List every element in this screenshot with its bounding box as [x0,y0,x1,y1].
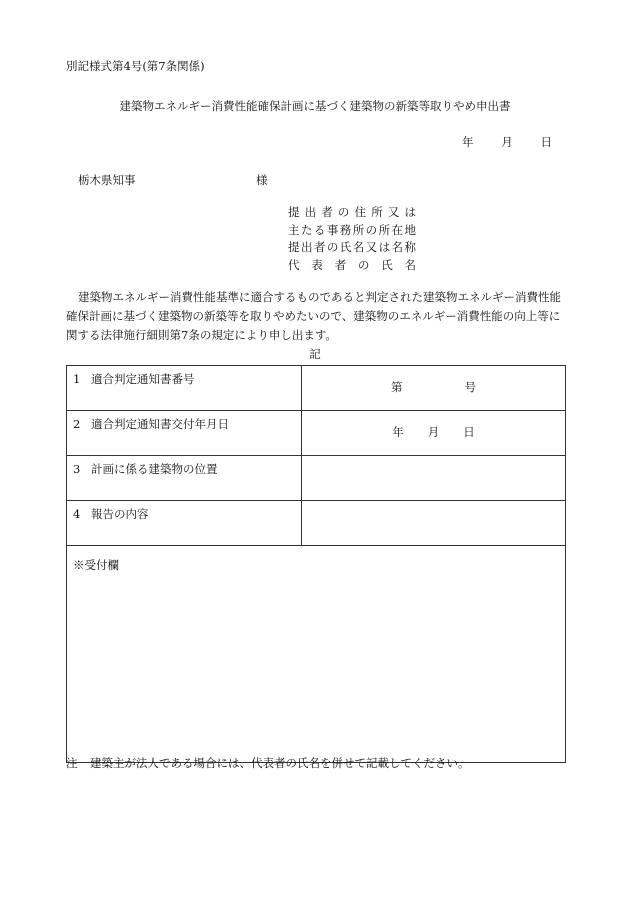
item-text: 報告の内容 [91,507,149,521]
item-label [67,501,302,546]
addressee-honorific: 様 [256,173,268,187]
table-row [67,411,566,456]
note-text: 建築主が法人である場合には、代表者の氏名を併せて記載してください。 [90,756,470,770]
issue-date-day: 日 [463,425,475,440]
item-label [67,411,302,456]
item-text: 適合判定通知書番号 [91,372,195,386]
item-number: 1 [73,372,81,386]
applicant-office-label: 主たる事務所の所在地 [288,222,416,237]
table-row [67,366,566,411]
item-label [67,366,302,411]
item-text: 計画に係る建築物の位置 [91,462,218,476]
building-location-field[interactable] [302,456,566,501]
submission-date [462,134,552,151]
issue-date-field[interactable] [302,411,566,456]
item-number: 2 [73,417,81,431]
report-content-field[interactable] [302,501,566,546]
applicant-block [288,204,416,274]
issue-date-month: 月 [427,425,440,440]
date-year: 年 [462,135,474,149]
notice-number-prefix: 第 [391,380,403,395]
body-paragraph: 建築物エネルギー消費性能基準に適合するものであると判定された建築物エネルギー消費性能確保計画に基づく建築物の新築等を取りやめたいので、建築物のエネルギー消費性能の向上等に関する法律施行細則第7条の規定により申し出ます。 [66,290,561,342]
table-row [67,546,566,763]
table-row [67,456,566,501]
details-table [66,365,566,763]
applicant-address-label: 提出者の住所又は [288,205,416,219]
notice-number-field[interactable] [302,366,566,411]
note-mark: 注 [66,756,78,770]
footnote [66,755,470,772]
addressee-name: 栃木県知事 [78,173,136,187]
receipt-area [67,546,566,763]
receipt-label: ※受付欄 [73,558,119,572]
notice-number-suffix: 号 [464,380,476,395]
ki-heading: 記 [309,347,321,361]
document-title: 建築物エネルギー消費性能確保計画に基づく建築物の新築等取りやめ申出書 [119,99,511,113]
addressee [78,172,268,189]
representative-name-label: 代表者の氏名 [288,257,416,272]
item-number: 3 [73,462,81,476]
applicant-name-label: 提出者の氏名又は名称 [288,240,416,254]
date-day: 日 [540,135,552,149]
table-row [67,501,566,546]
item-number: 4 [73,507,81,521]
form-label: 別記様式第4号(第7条関係) [66,59,205,73]
item-label [67,456,302,501]
date-month: 月 [501,135,513,149]
item-text: 適合判定通知書交付年月日 [91,417,229,431]
issue-date-year: 年 [392,425,404,440]
